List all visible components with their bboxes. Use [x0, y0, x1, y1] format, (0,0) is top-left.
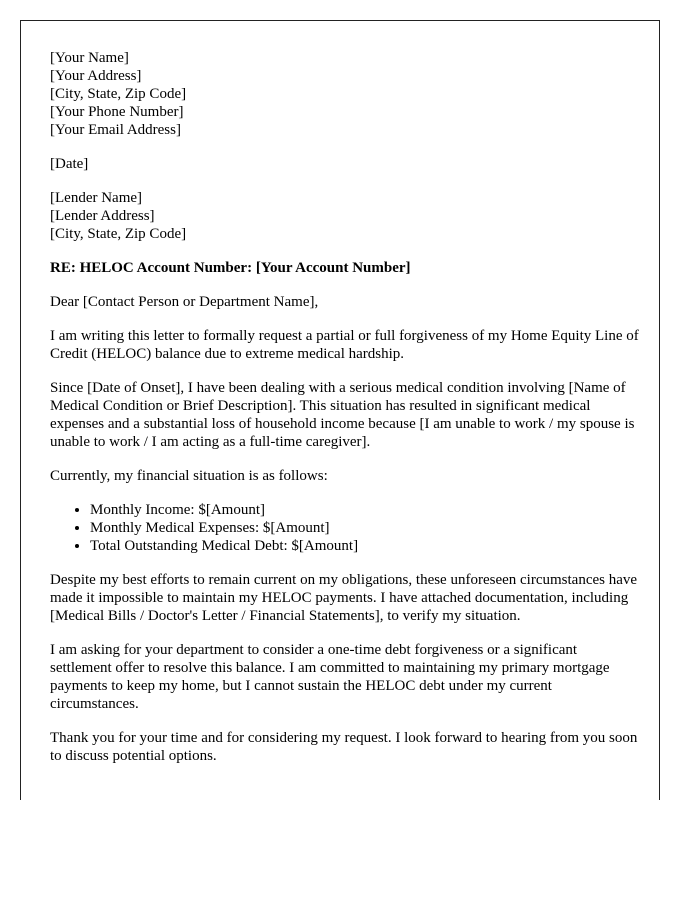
- recipient-name: [Lender Name]: [50, 190, 143, 206]
- sender-city-state-zip: [City, State, Zip Code]: [50, 86, 187, 102]
- sender-block: [50, 49, 640, 139]
- paragraph-request: I am asking for your department to consider a one-time debt forgiveness or a significant settlement offer to resolve this balance. I am committed to maintaining my primary mortgage payments to keep my home, but I cannot sustain the HELOC debt under my current circumstances.: [50, 642, 610, 712]
- letter-body: [50, 49, 640, 781]
- financial-list: [50, 501, 640, 555]
- recipient-block: [50, 189, 640, 243]
- letter-date: [Date]: [50, 156, 89, 172]
- paragraph-situation: Since [Date of Onset], I have been dealing with a serious medical condition involving [Name of Medical Condition or Brief Description]. This situation has resulted in significant medical expenses and a substantial loss of household income because [I am unable to work / my spouse is unable to work / I am acting as a full-time caregiver].: [50, 380, 635, 450]
- subject-line: RE: HELOC Account Number: [Your Account Number]: [50, 260, 411, 276]
- list-item: • Total Outstanding Medical Debt: $[Amount]: [90, 537, 640, 555]
- sender-email: [Your Email Address]: [50, 122, 181, 138]
- paragraph-efforts: Despite my best efforts to remain current on my obligations, these unforeseen circumstances have made it impossible to maintain my HELOC payments. I have attached documentation, including [Medical Bills / Doctor's Letter / Financial Statements], to verify my situation.: [50, 572, 638, 624]
- paragraph-intro: I am writing this letter to formally request a partial or full forgiveness of my Home Equity Line of Credit (HELOC) balance due to extreme medical hardship.: [50, 328, 639, 362]
- paragraph-closing: Thank you for your time and for considering my request. I look forward to hearing from you soon to discuss potential options.: [50, 730, 638, 764]
- recipient-address: [Lender Address]: [50, 208, 155, 224]
- list-item: • Monthly Income: $[Amount]: [90, 501, 640, 519]
- sender-address: [Your Address]: [50, 68, 142, 84]
- paragraph-financial-intro: Currently, my financial situation is as follows:: [50, 468, 328, 484]
- letter-page: [20, 20, 660, 800]
- date-block: [50, 155, 640, 173]
- subject-block: [50, 259, 640, 277]
- sender-phone: [Your Phone Number]: [50, 104, 184, 120]
- salutation: Dear [Contact Person or Department Name],: [50, 294, 319, 310]
- sender-name: [Your Name]: [50, 50, 129, 66]
- list-item: • Monthly Medical Expenses: $[Amount]: [90, 519, 640, 537]
- recipient-city-state-zip: [City, State, Zip Code]: [50, 226, 187, 242]
